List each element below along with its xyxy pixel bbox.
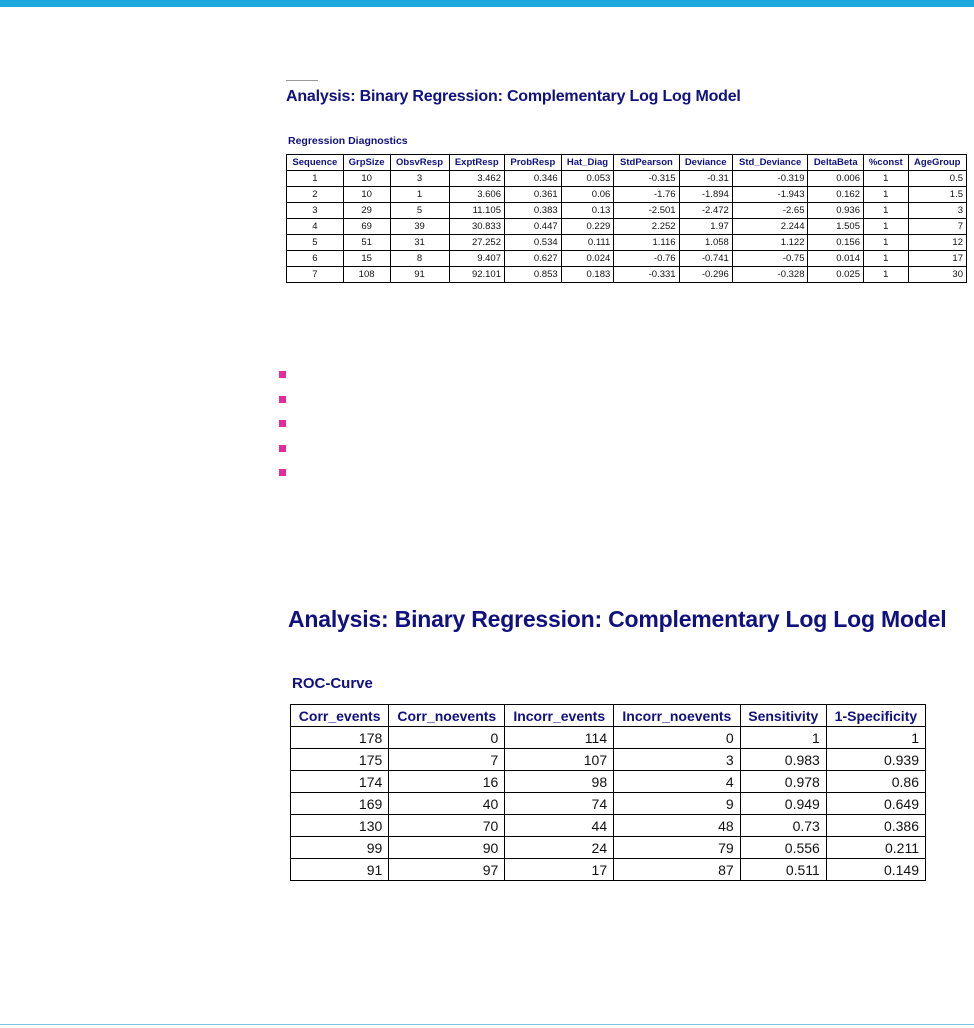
column-header: DeltaBeta xyxy=(808,155,864,171)
table-cell: 0.73 xyxy=(740,815,826,837)
table-cell: -1.943 xyxy=(732,187,808,203)
table-cell: 0.86 xyxy=(826,771,925,793)
table-cell: 0.053 xyxy=(561,171,614,187)
table-cell: 27.252 xyxy=(449,235,505,251)
table-cell: 92.101 xyxy=(449,267,505,283)
table-cell: 0.983 xyxy=(740,749,826,771)
table-cell: -0.296 xyxy=(679,267,732,283)
table-cell: 79 xyxy=(614,837,741,859)
table-row xyxy=(287,171,967,187)
bullet-marker xyxy=(279,445,286,452)
table-row xyxy=(291,859,926,881)
table-cell: 7 xyxy=(287,267,344,283)
table-cell: 6 xyxy=(287,251,344,267)
table-cell: 1 xyxy=(740,727,826,749)
table-cell: 0.383 xyxy=(505,203,562,219)
table-row xyxy=(291,815,926,837)
table-cell: 10 xyxy=(343,171,390,187)
table-cell: 91 xyxy=(291,859,389,881)
table-cell: 0.447 xyxy=(505,219,562,235)
table-cell: 0.939 xyxy=(826,749,925,771)
regression-diagnostics-table xyxy=(286,154,967,283)
column-header: StdPearson xyxy=(614,155,679,171)
table-cell: 169 xyxy=(291,793,389,815)
table-cell: 0.936 xyxy=(808,203,864,219)
table-row xyxy=(287,187,967,203)
bullet-marker xyxy=(279,371,286,378)
table-cell: 0.5 xyxy=(908,171,966,187)
bullet-marker xyxy=(279,420,286,427)
table-cell: 114 xyxy=(505,727,614,749)
table-cell: 0.949 xyxy=(740,793,826,815)
column-header: GrpSize xyxy=(343,155,390,171)
table-cell: 0.511 xyxy=(740,859,826,881)
table-cell: -0.319 xyxy=(732,171,808,187)
table-cell: 48 xyxy=(614,815,741,837)
table-cell: 17 xyxy=(908,251,966,267)
table-row xyxy=(291,793,926,815)
table-cell: 1.505 xyxy=(808,219,864,235)
table-cell: 0.346 xyxy=(505,171,562,187)
table-cell: 0.229 xyxy=(561,219,614,235)
table-cell: 0 xyxy=(389,727,505,749)
table-cell: 175 xyxy=(291,749,389,771)
table-cell: 0.111 xyxy=(561,235,614,251)
table-cell: 0.06 xyxy=(561,187,614,203)
table-cell: 107 xyxy=(505,749,614,771)
table-cell: 8 xyxy=(390,251,449,267)
table-cell: 174 xyxy=(291,771,389,793)
table-cell: 1 xyxy=(863,251,908,267)
table-cell: 15 xyxy=(343,251,390,267)
table-cell: 130 xyxy=(291,815,389,837)
table-cell: -2.65 xyxy=(732,203,808,219)
table-cell: 1 xyxy=(863,267,908,283)
table-cell: 3 xyxy=(908,203,966,219)
table-cell: -0.315 xyxy=(614,171,679,187)
table-cell: 3.462 xyxy=(449,171,505,187)
table-cell: 69 xyxy=(343,219,390,235)
table-row xyxy=(287,235,967,251)
table-cell: 0.13 xyxy=(561,203,614,219)
table-cell: 90 xyxy=(389,837,505,859)
table-cell: 0.853 xyxy=(505,267,562,283)
table-header-row xyxy=(291,705,926,727)
table-cell: 11.105 xyxy=(449,203,505,219)
table-cell: 0.025 xyxy=(808,267,864,283)
table-cell: 40 xyxy=(389,793,505,815)
table-cell: 1 xyxy=(863,203,908,219)
table-cell: 0.361 xyxy=(505,187,562,203)
table-cell: -0.328 xyxy=(732,267,808,283)
column-header: ProbResp xyxy=(505,155,562,171)
table-cell: 29 xyxy=(343,203,390,219)
column-header: AgeGroup xyxy=(908,155,966,171)
table-cell: 108 xyxy=(343,267,390,283)
table-cell: -0.76 xyxy=(614,251,679,267)
table-cell: 87 xyxy=(614,859,741,881)
table-cell: 1 xyxy=(863,171,908,187)
table-cell: 30 xyxy=(908,267,966,283)
table-cell: 74 xyxy=(505,793,614,815)
table-cell: 4 xyxy=(614,771,741,793)
table-cell: 12 xyxy=(908,235,966,251)
table-cell: 1 xyxy=(390,187,449,203)
bullet-list xyxy=(279,371,286,494)
table-cell: 9.407 xyxy=(449,251,505,267)
diagnostics-analysis-title: Analysis: Binary Regression: Complementary Log Log Model xyxy=(286,88,741,105)
table-cell: -2.472 xyxy=(679,203,732,219)
table-cell: 2.244 xyxy=(732,219,808,235)
table-cell: -0.31 xyxy=(679,171,732,187)
table-cell: 3 xyxy=(390,171,449,187)
table-cell: 2 xyxy=(287,187,344,203)
table-cell: 0.183 xyxy=(561,267,614,283)
table-cell: 39 xyxy=(390,219,449,235)
table-cell: 70 xyxy=(389,815,505,837)
column-header: 1-Specificity xyxy=(826,705,925,727)
table-body xyxy=(291,727,926,881)
table-row xyxy=(291,727,926,749)
table-cell: 2.252 xyxy=(614,219,679,235)
table-row xyxy=(287,203,967,219)
roc-analysis-title: Analysis: Binary Regression: Complementary Log Log Model xyxy=(288,606,947,632)
table-cell: 0.149 xyxy=(826,859,925,881)
table-cell: 4 xyxy=(287,219,344,235)
table-cell: 1.5 xyxy=(908,187,966,203)
column-header: %const xyxy=(863,155,908,171)
table-cell: 0 xyxy=(614,727,741,749)
roc-curve-heading: ROC-Curve xyxy=(292,675,373,692)
table-cell: 97 xyxy=(389,859,505,881)
table-cell: 3.606 xyxy=(449,187,505,203)
column-header: Corr_events xyxy=(291,705,389,727)
table-cell: 24 xyxy=(505,837,614,859)
column-header: ObsvResp xyxy=(390,155,449,171)
table-cell: 0.006 xyxy=(808,171,864,187)
table-cell: 9 xyxy=(614,793,741,815)
table-cell: 1 xyxy=(287,171,344,187)
table-cell: 1.122 xyxy=(732,235,808,251)
table-cell: 51 xyxy=(343,235,390,251)
table-cell: 3 xyxy=(287,203,344,219)
top-accent-bar xyxy=(0,0,974,7)
table-cell: 10 xyxy=(343,187,390,203)
table-cell: 1 xyxy=(826,727,925,749)
table-cell: 17 xyxy=(505,859,614,881)
table-cell: 3 xyxy=(614,749,741,771)
table-cell: 1 xyxy=(863,187,908,203)
table-cell: 30.833 xyxy=(449,219,505,235)
table-cell: 0.162 xyxy=(808,187,864,203)
table-cell: 0.978 xyxy=(740,771,826,793)
table-cell: -1.76 xyxy=(614,187,679,203)
bullet-marker xyxy=(279,396,286,403)
regression-diagnostics-heading: Regression Diagnostics xyxy=(288,135,408,147)
table-cell: 98 xyxy=(505,771,614,793)
table-cell: 0.556 xyxy=(740,837,826,859)
table-cell: 16 xyxy=(389,771,505,793)
table-cell: 1.116 xyxy=(614,235,679,251)
divider xyxy=(286,80,318,81)
table-cell: 178 xyxy=(291,727,389,749)
column-header: Hat_Diag xyxy=(561,155,614,171)
table-cell: -0.75 xyxy=(732,251,808,267)
table-row xyxy=(291,837,926,859)
table-cell: 0.386 xyxy=(826,815,925,837)
table-cell: 91 xyxy=(390,267,449,283)
table-row xyxy=(291,749,926,771)
table-row xyxy=(291,771,926,793)
table-cell: 0.024 xyxy=(561,251,614,267)
bullet-marker xyxy=(279,469,286,476)
table-row xyxy=(287,219,967,235)
table-row xyxy=(287,251,967,267)
column-header: Deviance xyxy=(679,155,732,171)
table-header-row xyxy=(287,155,967,171)
table-body xyxy=(287,171,967,283)
table-cell: 7 xyxy=(389,749,505,771)
table-cell: 0.534 xyxy=(505,235,562,251)
table-cell: -2.501 xyxy=(614,203,679,219)
table-cell: 5 xyxy=(390,203,449,219)
column-header: Incorr_events xyxy=(505,705,614,727)
column-header: ExptResp xyxy=(449,155,505,171)
table-cell: 44 xyxy=(505,815,614,837)
table-cell: 31 xyxy=(390,235,449,251)
table-cell: 1 xyxy=(863,219,908,235)
table-cell: 0.211 xyxy=(826,837,925,859)
column-header: Incorr_noevents xyxy=(614,705,741,727)
table-cell: 99 xyxy=(291,837,389,859)
table-cell: 5 xyxy=(287,235,344,251)
table-cell: 0.627 xyxy=(505,251,562,267)
table-cell: 1 xyxy=(863,235,908,251)
table-cell: 0.156 xyxy=(808,235,864,251)
table-cell: 1.97 xyxy=(679,219,732,235)
table-cell: 0.014 xyxy=(808,251,864,267)
column-header: Corr_noevents xyxy=(389,705,505,727)
column-header: Sequence xyxy=(287,155,344,171)
table-cell: 0.649 xyxy=(826,793,925,815)
table-cell: 1.058 xyxy=(679,235,732,251)
bottom-divider xyxy=(0,1024,974,1025)
roc-curve-table xyxy=(290,704,926,881)
table-row xyxy=(287,267,967,283)
table-cell: -1.894 xyxy=(679,187,732,203)
table-cell: 7 xyxy=(908,219,966,235)
table-cell: -0.741 xyxy=(679,251,732,267)
column-header: Std_Deviance xyxy=(732,155,808,171)
table-cell: -0.331 xyxy=(614,267,679,283)
column-header: Sensitivity xyxy=(740,705,826,727)
